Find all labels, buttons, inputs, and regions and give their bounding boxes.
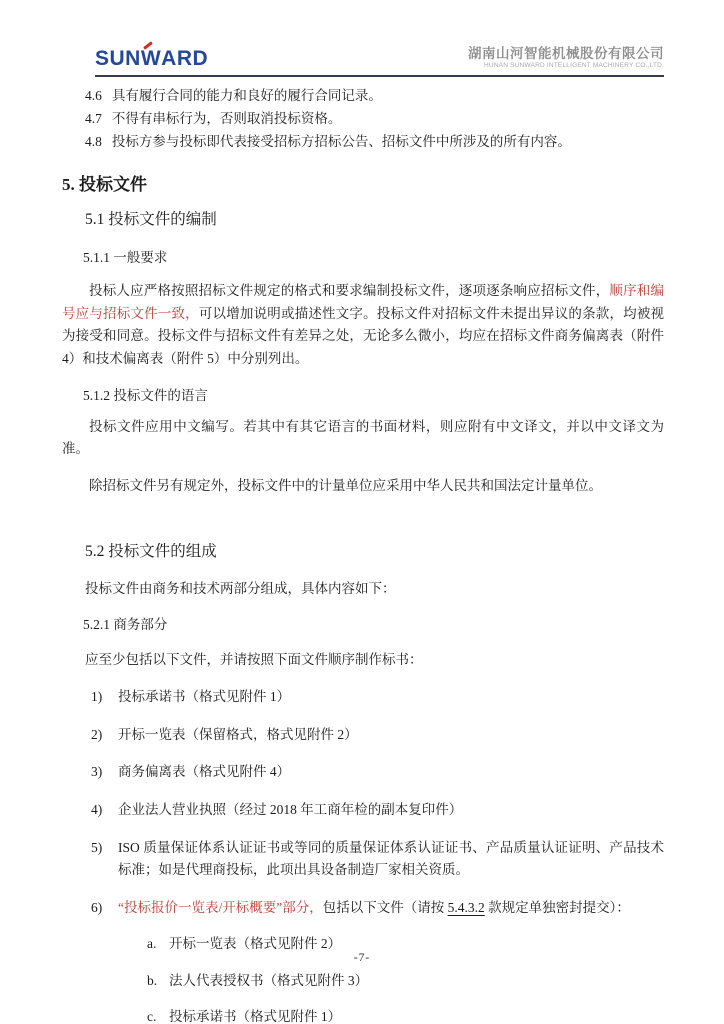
sub-item-text: 法人代表授权书（格式见附件 3） — [169, 972, 369, 988]
list-item-text: ISO 质量保证体系认证证书或等同的质量保证体系认证证书、产品质量认证证明、产品技术标准；如是代理商投标，此项出具设备制造厂家相关资质。 — [118, 839, 664, 878]
sub-item-letter: b. — [147, 972, 158, 988]
list-item-number: 5) — [91, 839, 103, 855]
paragraph-language: 投标文件应用中文编写。若其中有其它语言的书面材料，则应附有中文译文，并以中文译文为准。 — [62, 418, 664, 457]
section-5-1-2-title: 5.1.2 投标文件的语言 — [83, 387, 208, 403]
sub-list-item-b — [147, 970, 664, 993]
commercial-documents-list — [91, 686, 664, 1024]
clause-text: 具有履行合同的能力和良好的履行合同记录。 — [111, 87, 382, 103]
section-5-2-title: 5.2 投标文件的组成 — [85, 543, 217, 561]
clause-4-7 — [85, 107, 664, 130]
paragraph-red-emphasis: 顺序和编号应与招标文件一致， — [62, 282, 665, 321]
clause-number: 4.8 — [85, 133, 102, 149]
list-item-text: 企业法人营业执照（经过 2018 年工商年检的副本复印件） — [118, 801, 463, 817]
list-item-red-emphasis: “投标报价一览表/开标概要”部分， — [118, 899, 323, 915]
sub-item-text: 开标一览表（格式见附件 2） — [169, 936, 342, 952]
sub-item-letter: a. — [147, 936, 157, 952]
list-item-6 — [91, 897, 664, 920]
section-5-2-1-title: 5.2.1 商务部分 — [83, 617, 168, 633]
logo-w-accent-icon: W — [140, 46, 162, 70]
list-item-1 — [91, 686, 664, 709]
list-item-number: 2) — [91, 726, 103, 742]
logo-text-ard: ARD — [161, 46, 209, 70]
clause-4-8 — [85, 130, 664, 153]
company-name-en: HUNAN SUNWARD INTELLIGENT MACHINERY CO.,LTD. — [484, 61, 664, 69]
list-item-number: 4) — [91, 801, 103, 817]
company-name-block — [468, 46, 664, 69]
list-item-3 — [91, 761, 664, 784]
list-item-text — [118, 897, 664, 920]
header-divider — [95, 75, 664, 77]
page-header — [62, 46, 664, 69]
section-5-2-intro: 投标文件由商务和技术两部分组成，具体内容如下： — [85, 581, 396, 597]
company-name-cn: 湖南山河智能机械股份有限公司 — [468, 46, 664, 61]
section-5-title: 5. 投标文件 — [62, 174, 147, 194]
document-body — [62, 84, 664, 1024]
sunward-logo — [95, 48, 208, 69]
section-5-1-1-title: 5.1.1 一般要求 — [83, 249, 168, 265]
list-item-2 — [91, 724, 664, 747]
list-item-number: 3) — [91, 764, 103, 780]
clause-number: 4.7 — [85, 110, 102, 126]
list-item-number: 1) — [91, 689, 103, 705]
page-number: -7- — [353, 952, 371, 964]
paragraph-units: 除招标文件另有规定外，投标文件中的计量单位应采用中华人民共和国法定计量单位。 — [89, 477, 602, 493]
logo-text-sun: SUN — [95, 46, 141, 70]
clause-text: 投标方参与投标即代表接受招标方招标公告、招标文件中所涉及的所有内容。 — [111, 133, 571, 149]
list-item-number: 6) — [91, 899, 103, 915]
list-item-text-tail: 款规定单独密封提交）： — [484, 899, 630, 915]
sub-item-letter: c. — [147, 1009, 157, 1024]
sub-item-text: 投标承诺书（格式见附件 1） — [169, 1009, 342, 1024]
paragraph-general-requirements — [62, 280, 664, 370]
paragraph-text: 可以增加说明或描述性文字。投标文件对招标文件未提出异议的条款，均被视为接受和同意。投标文件与招标文件有差异之处，无论多么微小，均应在招标文件商务偏离表（附件 4）和技术偏离表（附件 5）中分别列出。 — [62, 305, 665, 366]
clause-4-6 — [85, 84, 664, 107]
paragraph-text: 投标人应严格按照招标文件规定的格式和要求编制投标文件，逐项逐条响应招标文件， — [89, 282, 610, 298]
clause-reference: 5.4.3.2 — [447, 899, 485, 915]
clause-text: 不得有串标行为，否则取消投标资格。 — [111, 110, 342, 126]
list-item-text: 开标一览表（保留格式，格式见附件 2） — [118, 726, 358, 742]
list-item-text: 投标承诺书（格式见附件 1） — [118, 689, 291, 705]
list-item-text: 商务偏离表（格式见附件 4） — [118, 764, 291, 780]
section-5-1-title: 5.1 投标文件的编制 — [85, 210, 217, 228]
list-item-4 — [91, 799, 664, 822]
sub-list-item-c — [147, 1006, 664, 1024]
list-intro: 应至少包括以下文件，并请按照下面文件顺序制作标书： — [85, 652, 423, 668]
list-item-5 — [91, 837, 664, 882]
list-item-text-mid: 包括以下文件（请按 — [322, 899, 448, 915]
clause-number: 4.6 — [85, 87, 102, 103]
